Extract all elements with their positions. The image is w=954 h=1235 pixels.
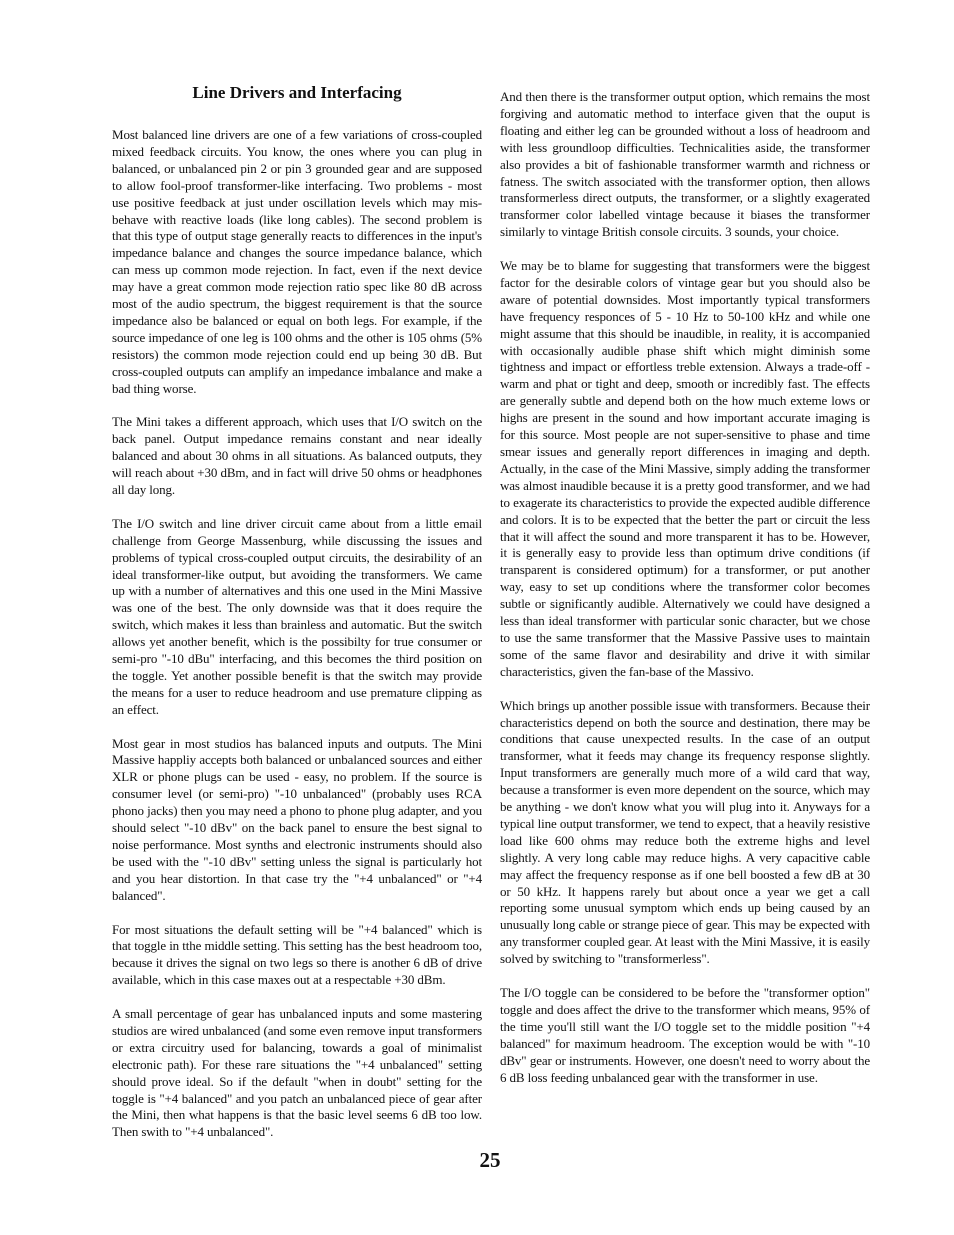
left-text-column: [112, 127, 482, 1141]
paragraph-io-toggle: The I/O toggle can be considered to be before the "transformer option" toggle and does affect the drive to the transformer which means, 95% of the time you'll still want the I/O toggle set to the middle position "+4 balanced" for maximum headroom. The exception would be with "-10 dBv" gear or instruments. However, one doesn't need to worry about the 6 dB loss feeding unbalanced gear with the transformer in use.: [500, 984, 870, 1085]
paragraph-balanced-gear: Most gear in most studios has balanced inputs and outputs. The Mini Massive happliy accepts both balanced or unbalanced sources and either XLR or phone plugs can be used - easy, no problem. If the source is consumer level (or semi-pro) "-10 unbalanced" (probably uses RCA phono jacks) then you may need a phono to phone plug adapter, and you should select "-10 dBv" on the back panel to ensure the best signal to noise performance. Most synths and electronic instruments should also be used with the "-10 dBv" setting unless the signal is particularly hot and you hear distortion. In that case try the "+4 unbalanced" or "+4 balanced".: [112, 735, 482, 903]
paragraph-transformer-issues: Which brings up another possible issue with transformers. Because their characteristics depend on both the source and destination, there may be conditions that cause unexpected results. In the case of an output transformer, what it feeds may change its frequency response slightly. Input transformers are generally much more of a wild card that way, because a transformer is even more dependent on the source, which may be anything - we don't know what you will plug into it. Anyways for a typical line output transformer, we tend to expect, that a heavily resistive load like 600 ohms may reduce both the extreme highs and level slightly. A very long cable may reduce highs. A very capacitive cable may affect the frequency response as if one bell boosted a few dB at 30 or 50 kHz. It happens rarely but about once a year we get a call reporting some unusual symptom which ends up being caused by an unusually long cable or strange piece of gear. This may be expected with any transformer coupled gear. At least with the Mini Massive, it is easily solved by switching to "transformerless".: [500, 697, 870, 967]
paragraph-mini-approach: The Mini takes a different approach, which uses that I/O switch on the back panel. Output impedance remains constant and near ideally balanced and about 30 ohms in all situations. As balanced outputs, they will reach about +30 dBm, and in fact will drive 50 ohms or headphones all day long.: [112, 414, 482, 498]
paragraph-unbalanced-inputs: A small percentage of gear has unbalanced inputs and some mastering studios are wired unbalanced (and some even remove input transformers or extra circuitry used for balancing, towards a goal of minimalist electronic path). For these rare situations the "+4 unbalanced" setting should prove ideal. So if the default "when in doubt" setting for the toggle is "+4 balanced" and you patch an unbalanced piece of gear after the Mini, then what happens is that the basic level seems 6 dB too low. Then swith to "+4 unbalanced".: [112, 1006, 482, 1140]
right-text-column: [500, 89, 870, 1086]
paragraph-default-setting: For most situations the default setting will be "+4 balanced" which is that toggle in tthe middle setting. This setting has the best headroom too, because it drives the signal on two legs so there is another 6 dB of drive available, which in this case maxes out at a respectable +30 dBm.: [112, 921, 482, 988]
section-heading: Line Drivers and Interfacing: [192, 83, 402, 102]
paragraph-balanced-line-drivers: Most balanced line drivers are one of a few variations of cross-coupled mixed feedback circuits. You know, the ones where you can plug in balanced, or unbalanced pin 2 or pin 3 grounded gear and are supposed to allow fool-proof transformer-like interfacing. Two problems - most use positive feedback at just under oscillation levels which may mis-behave with reactive loads (like long cables). The second problem is that this type of output stage generally reacts to differences in the input's impedance balance and changes the source impedance balance, which can mess up common mode rejection. In fact, even if the next device may have a great common mode rejection ratio spec like 80 dB across most of the audio spectrum, the biggest requirement is that the source impedance also be balanced or equal on both legs. For example, if the source impedance of one leg is 100 ohms and the other is 105 ohms (5% resistors) the common mode rejection could end up being 30 dB. But cross-coupled outputs can amplify an impedance imbalance and make a bad thing worse.: [112, 127, 482, 396]
paragraph-transformer-downsides: We may be to blame for suggesting that transformers were the biggest factor for the desirable colors of vintage gear but you should also be aware of potential downsides. Most importantly typical transformers have frequency responces of 5 - 10 Hz to 50-100 kHz and while one might assume that this should be inaudible, in reality, it is accompanied with occasionally audible phase shift which might diminish some tightness and impact or effortless treble extension. Always a trade-off - warm and phat or tight and deep, smooth or incredibly fast. The effects are generally subtle and depend both on the how much exteme lows or highs are present in the sound and how important accurate imaging is for this source. Most people are not super-sensitive to phase and time smear issues and generally report differences in imaging and depth. Actually, in the case of the Mini Massive, simply adding the transformer was almost inaudible because it is a pretty good transformer, and we had to exagerate its characteristics to provide the expected audible difference and colors. It is to be expected that the better the part or circuit the less that it will affect the sound and more transparent it has to be. However, it is generally easy to provide less than optimum drive conditions (if transparent is considered optimum) for a transformer, or put another way, easy to set up conditions where the transformer color becomes subtle or significantly audible. Alternatively we could have designed a less than ideal transformer with particular sonic character, but we chose to use the same transformer that the Massive Passive uses to maintain some of the same flavor and desirability and drive it with similar characteristics, given the fan-base of the Massivo.: [500, 258, 870, 679]
page-number: 25: [479, 1148, 501, 1172]
paragraph-io-switch-origin: The I/O switch and line driver circuit came about from a little email challenge from George Massenburg, while discussing the issues and problems of typical cross-coupled output circuits, the desirability of an ideal transformer-like output, but avoiding the transformers. We came up with a number of alternatives and this one used in the Mini Massive was one of the best. The only downside was that it does require the switch, which makes it less than brainless and automatic. But the switch allows yet another benefit, which is the possibilty for true consumer or semi-pro "-10 dBu" interfacing, and this becomes the third position on the toggle. Yet another possible benefit is that the switch may provide the means for a user to reduce headroom and use premature clipping as an effect.: [112, 515, 482, 717]
paragraph-transformer-option: And then there is the transformer output option, which remains the most forgiving and automatic method to interface given that the ouput is floating and either leg can be grounded without a loss of headroom and with less groundloop difficulties. Technicalities aside, the transformer also provides a bit of fashionable transformer warmth and richness or fatness. The switch associated with the transformer option, then allows transformerless direct outputs, the transformer, or a slightly exagerated transformer color labelled vintage because it biases the transformer similarly to vintage British console circuits. 3 sounds, your choice.: [500, 89, 870, 240]
